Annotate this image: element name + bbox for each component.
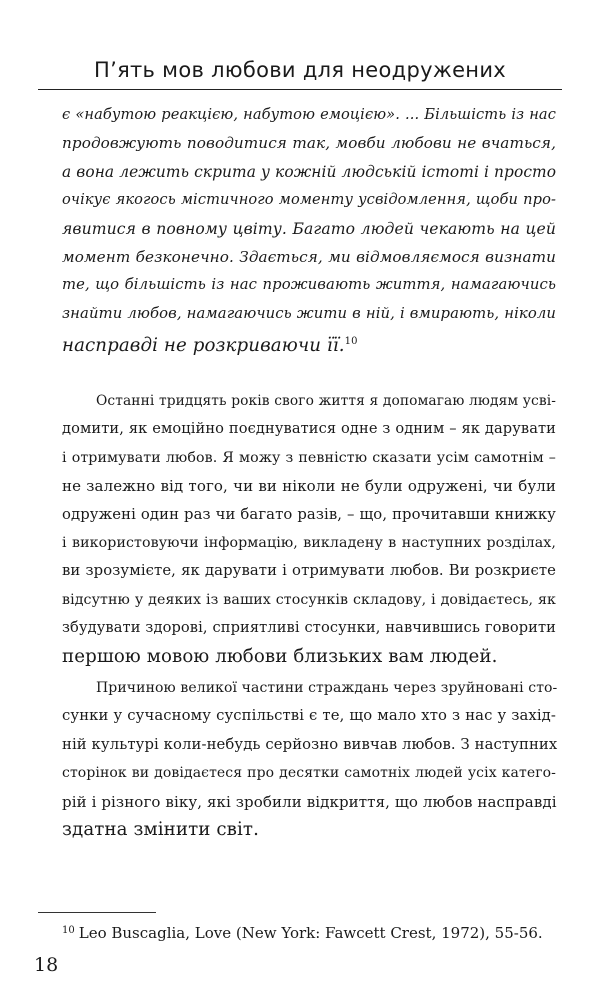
quote-line: явитися в повному цвіту. Багато людей чекають на цей [62,220,556,238]
paragraph-line: рій і різного віку, які зробили відкриття, що любов насправді [62,793,557,811]
footnote-text: Leo Buscaglia, Love (New York: Fawcett Crest, 1972), 55-56. [78,924,543,942]
paragraph-line: першою мовою любови близьких вам людей. [62,646,498,667]
page-number: 18 [34,954,59,976]
paragraph-line: сунки у сучасному суспільстві є те, що мало хто з нас у захід- [62,707,556,724]
footnote-reference: 10 [344,336,358,347]
paragraph-line: і отримувати любов. Я можу з певністю сказати усім самотнім – [62,450,556,466]
footnote [62,920,543,944]
paragraph-line: Останні тридцять років свого життя я допомагаю людям усві- [96,393,556,409]
quote-line: момент безконечно. Здається, ми відмовляємося визнати [62,248,556,266]
quote-line: є «набутою реакцією, набутою емоцією». ... Більшість із нас [62,106,556,123]
paragraph-line: і використовуючи інформацію, викладену в наступних розділах, [62,535,556,551]
paragraph-line: домити, як емоційно поєднуватися одне з одним – як дарувати [62,420,556,437]
paragraph-line: відсутню у деяких із ваших стосунків складову, і довідаєтесь, як [62,592,556,608]
quote-line: очікує якогось містичного моменту усвідомлення, щоби про- [62,191,556,208]
quote-line: продовжують поводитися так, мовби любови не вчаться, [62,134,556,152]
header-rule [38,89,562,90]
footnote-number: 10 [62,925,75,936]
quote-line: а вона лежить скрита у кожній людській істоті і просто [62,163,557,181]
footnote-rule [38,912,156,913]
paragraph-line: Причиною великої частини страждань через зруйновані сто- [96,680,558,696]
quote-line: те, що більшість із нас проживають життя, намагаючись [62,276,556,293]
paragraph-line: ній культурі коли-небудь серйозно вивчав любов. З наступних [62,736,558,753]
quote-line-text: насправді не розкриваючи її. [62,335,345,356]
paragraph-line: одружені один раз чи багато разів, – що, прочитавши книжку [62,506,556,523]
paragraph-line: збудувати здорові, сприятливі стосунки, навчившись говорити [62,619,556,636]
running-head-title: П’ять мов любови для неодружених [94,58,506,82]
paragraph-line: сторінок ви довідаєтеся про десятки самотніх людей усіх катего- [62,765,556,781]
paragraph-line: здатна змінити світ. [62,819,259,840]
paragraph-line: ви зрозумієте, як дарувати і отримувати любов. Ви розкриєте [62,562,556,579]
quote-line: знайти любов, намагаючись жити в ній, і вмирають, ніколи [62,305,556,322]
quote-last-line [62,327,556,357]
paragraph-line: не залежно від того, чи ви ніколи не були одружені, чи були [62,477,556,495]
